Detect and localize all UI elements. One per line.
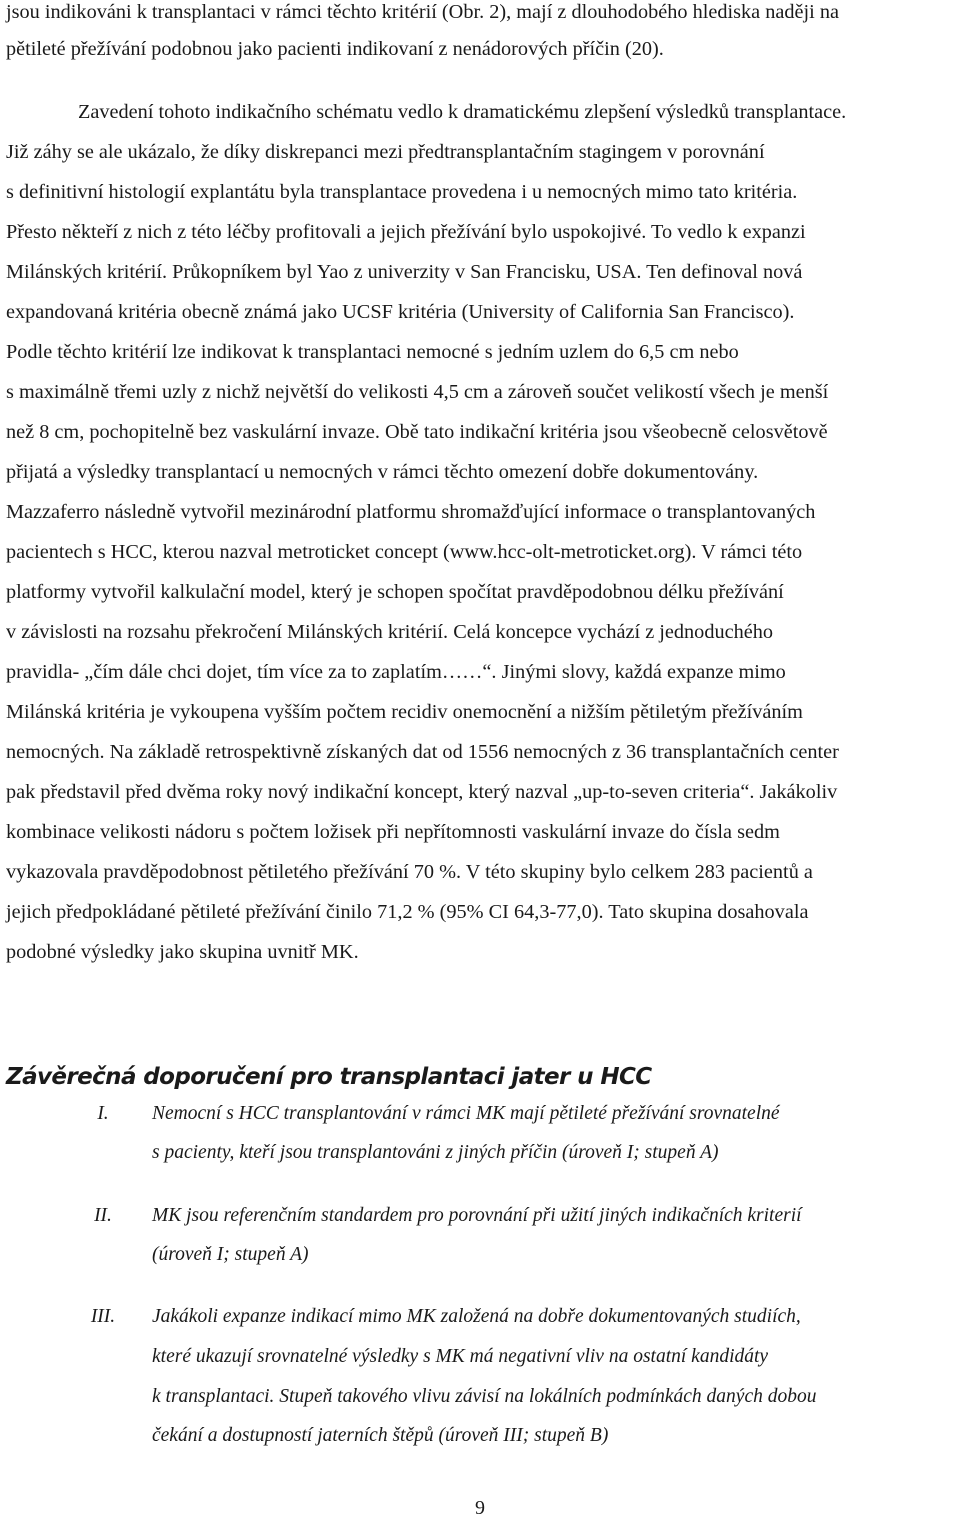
paragraph-line: Zavedení tohoto indikačního schématu vedlo k dramatickému zlepšení výsledků transplantace.	[78, 101, 847, 123]
item-numeral: III.	[90, 1306, 116, 1327]
paragraph-line: v závislosti na rozsahu překročení Milánských kritérií. Celá koncepce vychází z jednoduchého	[6, 621, 774, 643]
paragraph-line: jsou indikováni k transplantaci v rámci těchto kritérií (Obr. 2), mají z dlouhodobého hlediska naději na	[6, 1, 840, 23]
paragraph-line: pak představil před dvěma roky nový indikační koncept, který nazval „up-to-seven criteria“. Jakákoliv	[6, 781, 838, 803]
item-line: s pacienty, kteří jsou transplantováni z jiných příčin (úroveň I; stupeň A)	[152, 1142, 719, 1163]
paragraph-line: přijatá a výsledky transplantací u nemocných v rámci těchto omezení dobře dokumentovány.	[6, 461, 759, 483]
paragraph-line: nemocných. Na základě retrospektivně získaných dat od 1556 nemocných z 36 transplantačních center	[6, 741, 839, 763]
item-line: čekání a dostupností jaterních štěpů (úroveň III; stupeň B)	[152, 1425, 609, 1446]
item-line: které ukazují srovnatelné výsledky s MK má negativní vliv na ostatní kandidáty	[152, 1346, 769, 1367]
paragraph-line: Již záhy se ale ukázalo, že díky diskrepanci mezi předtransplantačním stagingem v porovnání	[6, 141, 765, 163]
item-line: Jakákoli expanze indikací mimo MK založená na dobře dokumentovaných studiích,	[152, 1306, 801, 1327]
section-heading: Závěrečná doporučení pro transplantaci jater u HCC	[6, 1064, 652, 1090]
paragraph-line: než 8 cm, pochopitelně bez vaskulární invaze. Obě tato indikační kritéria jsou všeobecně celosvětově	[6, 421, 828, 443]
item-line: Nemocní s HCC transplantování v rámci MK mají pětileté přežívání srovnatelné	[152, 1103, 780, 1124]
paragraph-line: Mazzaferro následně vytvořil mezinárodní platformu shromažďující informace o transplantovaných	[6, 501, 816, 523]
paragraph-line: s definitivní histologií explantátu byla transplantace provedena i u nemocných mimo tato kritéria.	[6, 181, 798, 203]
item-line: MK jsou referenčním standardem pro porovnání při užití jiných indikačních kriterií	[152, 1205, 802, 1226]
paragraph-line: pravidla- „čím dále chci dojet, tím více za to zaplatím……“. Jinými slovy, každá expanze mimo	[6, 661, 786, 683]
paragraph-line: pacientech s HCC, kterou nazval metroticket concept (www.hcc-olt-metroticket.org). V rámci této	[6, 541, 803, 563]
paragraph-line: Milánských kritérií. Průkopníkem byl Yao z univerzity v San Francisku, USA. Ten definoval nová	[6, 261, 803, 283]
item-line: k transplantaci. Stupeň takového vlivu závisí na lokálních podmínkách daných dobou	[152, 1386, 817, 1407]
paragraph-line: jejich předpokládané pětileté přežívání činilo 71,2 % (95% CI 64,3-77,0). Tato skupina dosahovala	[6, 901, 809, 923]
paragraph-line: kombinace velikosti nádoru s počtem ložisek při nepřítomnosti vaskulární invaze do čísla sedm	[6, 821, 780, 843]
item-line: (úroveň I; stupeň A)	[152, 1244, 309, 1265]
paragraph-line: s maximálně třemi uzly z nichž největší do velikosti 4,5 cm a zároveň součet velikostí všech je menší	[6, 381, 829, 403]
paragraph-line: platformy vytvořil kalkulační model, který je schopen spočítat pravděpodobnou délku přežívání	[6, 581, 784, 603]
item-numeral: II.	[94, 1205, 112, 1226]
paragraph-line: Milánská kritéria je vykoupena vyšším počtem recidiv onemocnění a nižším pětiletým přežíváním	[6, 701, 803, 723]
paragraph-line: expandovaná kritéria obecně známá jako UCSF kritéria (University of California San Francisco).	[6, 301, 795, 323]
paragraph-line: vykazovala pravděpodobnost pětiletého přežívání 70 %. V této skupiny bylo celkem 283 pacientů a	[6, 861, 813, 883]
page-number: 9	[475, 1497, 485, 1519]
paragraph-line: Přesto někteří z nich z této léčby profitovali a jejich přežívání bylo uspokojivé. To vedlo k expanzi	[6, 221, 806, 243]
paragraph-line: Podle těchto kritérií lze indikovat k transplantaci nemocné s jedním uzlem do 6,5 cm nebo	[6, 341, 739, 363]
item-numeral: I.	[97, 1103, 109, 1124]
paragraph-line: podobné výsledky jako skupina uvnitř MK.	[6, 941, 359, 963]
paragraph-line: pětileté přežívání podobnou jako pacienti indikovaní z nenádorových příčin (20).	[6, 38, 664, 60]
